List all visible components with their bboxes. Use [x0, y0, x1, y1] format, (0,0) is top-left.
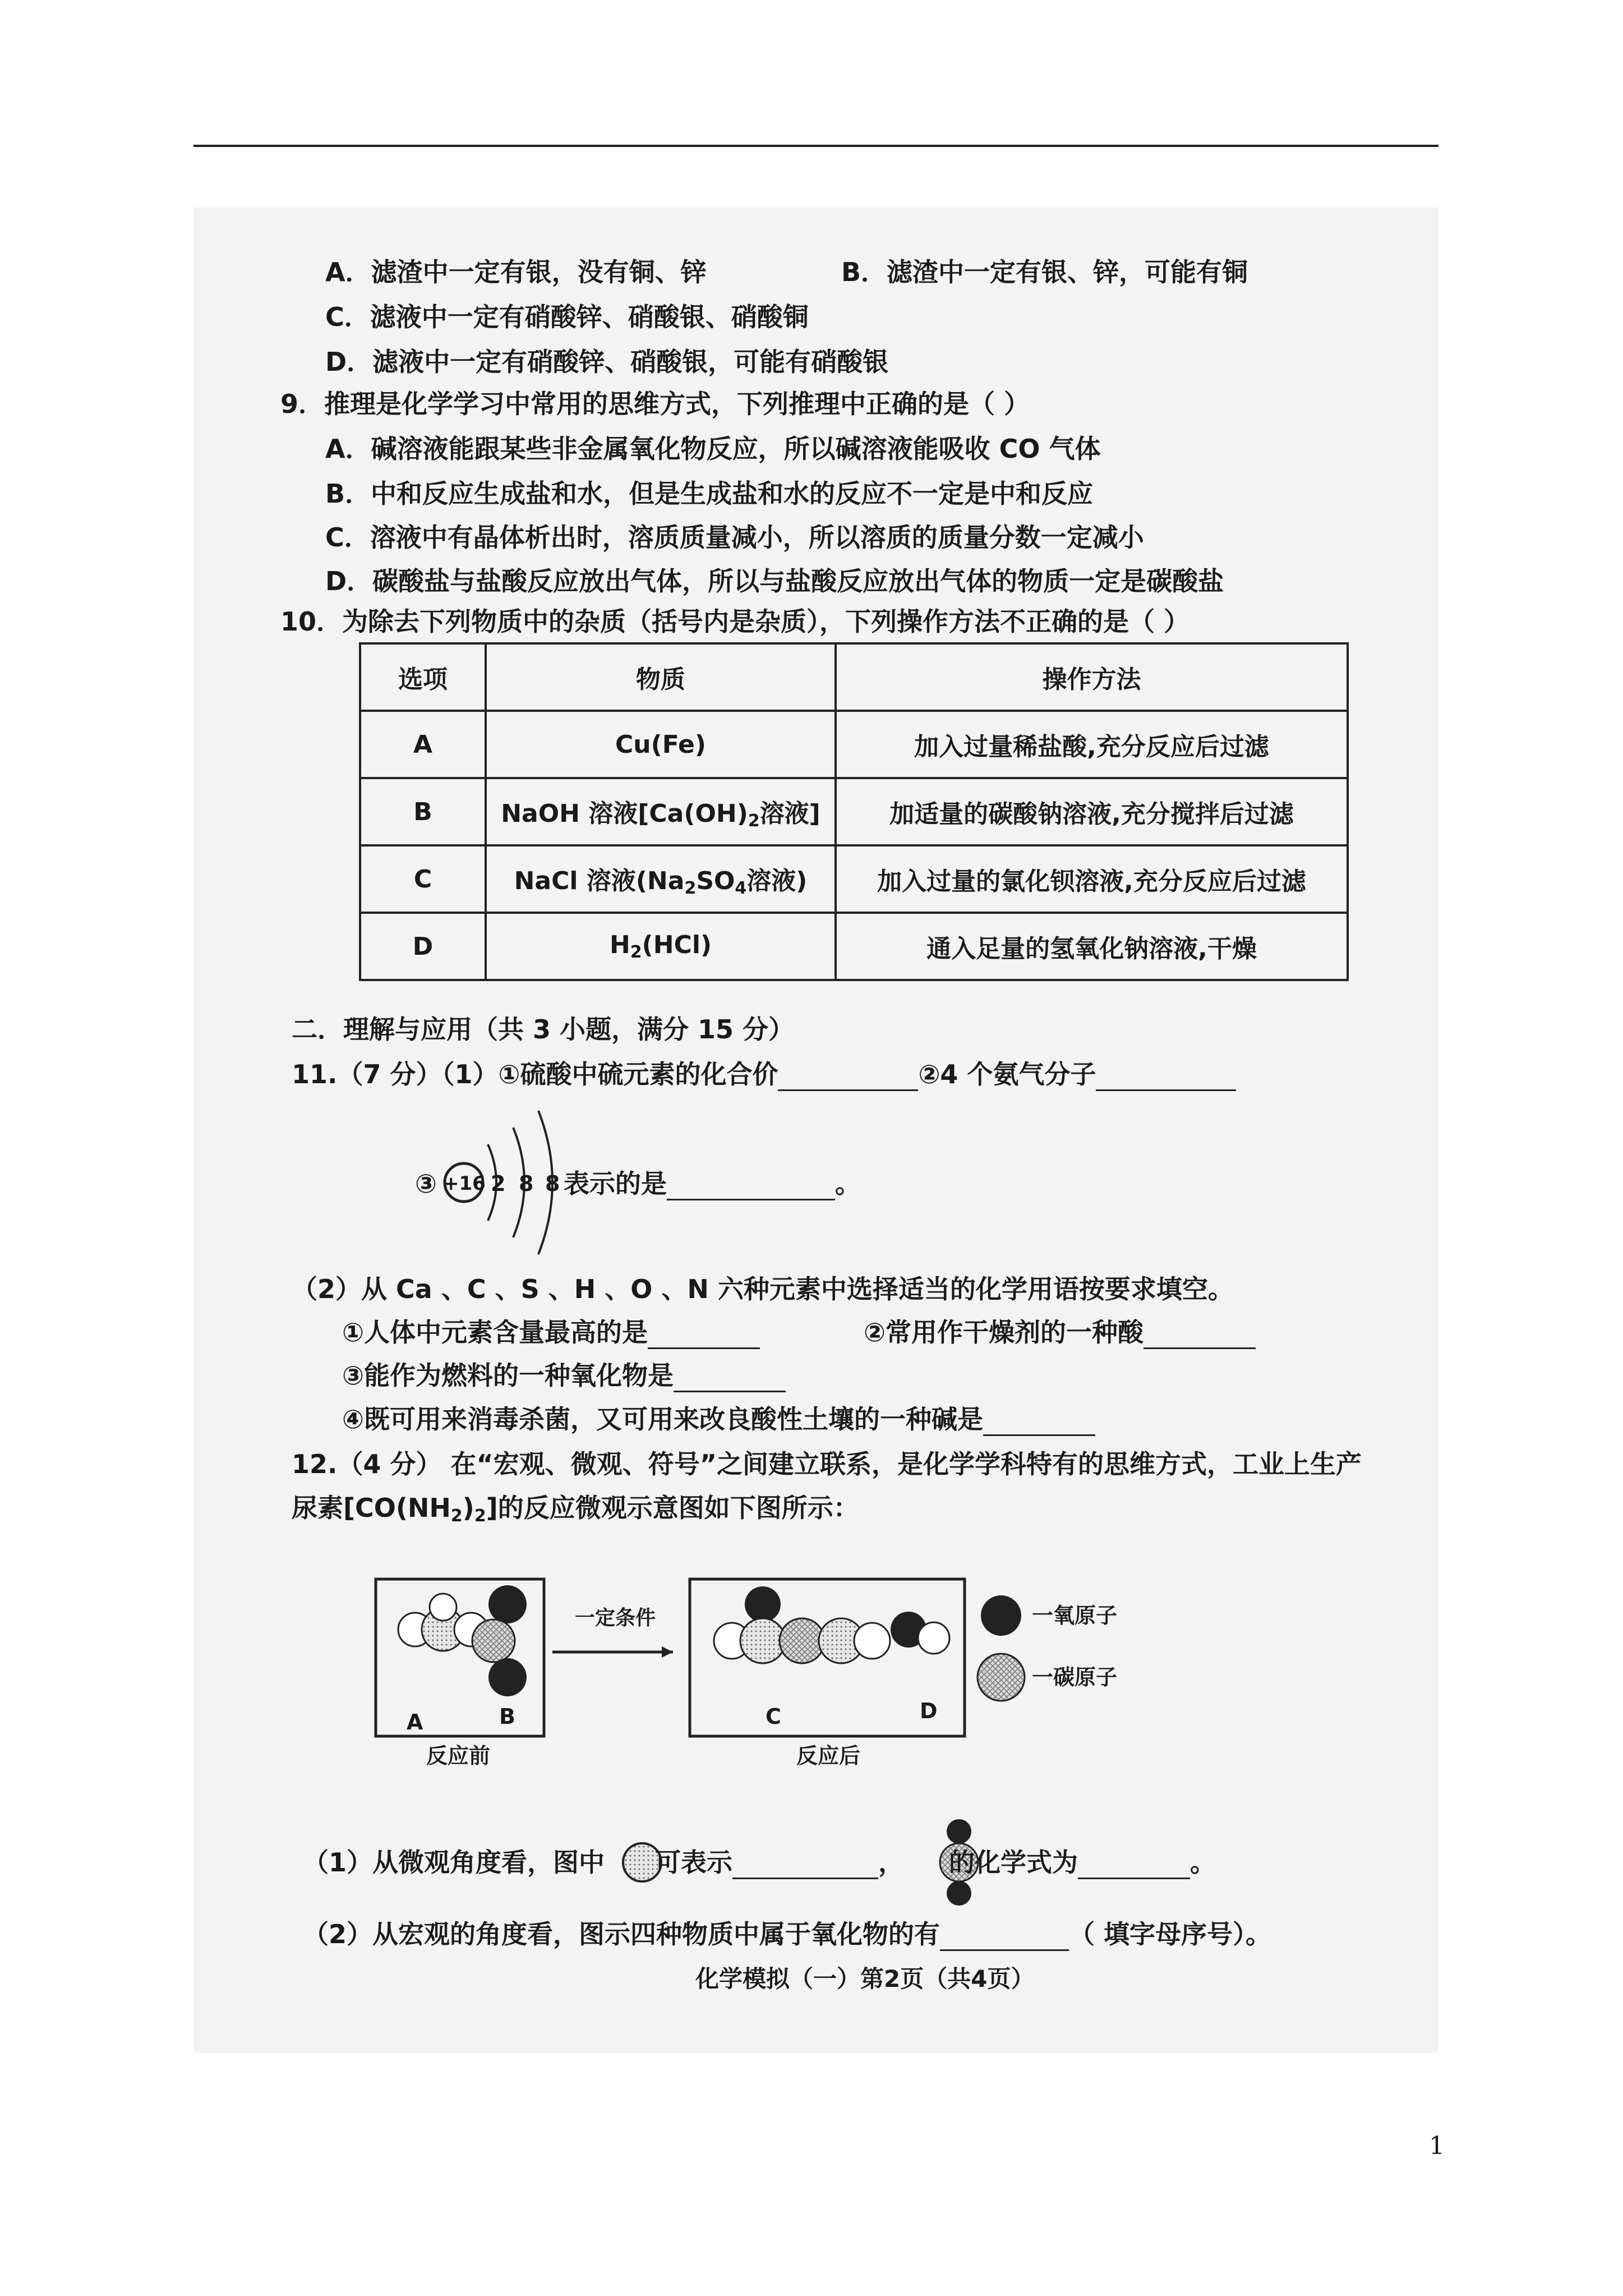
carbon-atom — [780, 1618, 824, 1663]
q11-atom-marker: ③ — [415, 1168, 437, 1199]
prompt: ①人体中元素含量最高的是 — [342, 1317, 648, 1347]
shell-electrons: 2 — [491, 1171, 506, 1196]
atom-prompt: 表示的是 — [564, 1168, 667, 1199]
shell-electrons: 8 — [519, 1171, 534, 1196]
answer-blank[interactable] — [940, 1922, 1069, 1951]
prompt: （2）从宏观的角度看，图示四种物质中属于氧化物的有 — [303, 1919, 940, 1949]
q8-option-d: D．滤液中一定有硝酸锌、硝酸银，可能有硝酸银 — [325, 347, 889, 377]
prompt: ④既可用来消毒杀菌，又可用来改良酸性土壤的一种碱是 — [342, 1404, 983, 1434]
legend-oxygen-icon — [981, 1595, 1021, 1636]
formula-subscript: 2 — [474, 1506, 486, 1526]
oxygen-atom — [745, 1586, 781, 1622]
cell-option: C — [360, 845, 486, 913]
formula-part: NaOH 溶液[Ca(OH) — [501, 799, 748, 828]
formula-part: SO — [696, 866, 735, 895]
condition-label: 一定条件 — [575, 1607, 656, 1630]
cell-method: 加入过量的氯化钡溶液,充分反应后过滤 — [836, 845, 1348, 913]
label-a: A — [407, 1710, 423, 1734]
q9-option-a: A．碱溶液能跟某些非金属氧化物反应，所以碱溶液能吸收 CO 气体 — [325, 434, 1101, 464]
page-footer: 化学模拟（一）第2页（共4页） — [695, 1965, 1035, 1993]
formula-part: 溶液) — [746, 866, 808, 895]
shell-electrons: 8 — [545, 1171, 560, 1196]
nitrogen-atom — [740, 1618, 785, 1663]
oxygen-atom — [488, 1658, 527, 1696]
nucleus-charge: +16 — [443, 1172, 486, 1195]
legend-oxygen-label: 一氧原子 — [1032, 1603, 1118, 1628]
cell-option: B — [360, 778, 486, 845]
formula-subscript: 2 — [630, 942, 642, 962]
cell-method: 加入过量稀盐酸,充分反应后过滤 — [836, 711, 1348, 778]
after-label: 反应后 — [796, 1743, 861, 1768]
molecule-oxygen-icon — [947, 1819, 971, 1844]
q8-option-a: A．滤渣中一定有银，没有铜、锌 — [325, 257, 707, 287]
formula-part: H — [609, 931, 630, 959]
prompt: ②常用作干燥剂的一种酸 — [864, 1317, 1144, 1347]
header-option: 选项 — [360, 643, 486, 711]
q9-option-b: B．中和反应生成盐和水，但是生成盐和水的反应不一定是中和反应 — [325, 478, 1094, 509]
formula-part: ]的反应微观示意图如下图所示： — [486, 1493, 859, 1523]
q12-sub1 — [303, 1846, 1216, 1879]
formula-subscript: 2 — [450, 1506, 463, 1526]
legend-carbon-icon — [978, 1654, 1025, 1701]
before-label: 反应前 — [426, 1743, 491, 1768]
hydrogen-atom — [854, 1623, 890, 1659]
arrow-head — [662, 1646, 673, 1658]
q10-stem: 10．为除去下列物质中的杂质（括号内是杂质），下列操作方法不正确的是（ ） — [280, 606, 1190, 637]
cell-option: A — [360, 711, 486, 778]
hydrogen-atom — [430, 1594, 457, 1621]
hydrogen-atom — [918, 1622, 949, 1654]
cell-option: D — [360, 913, 486, 980]
section-heading: 二．理解与应用（共 3 小题，满分 15 分） — [292, 1014, 795, 1045]
header-method: 操作方法 — [836, 643, 1348, 711]
answer-blank[interactable] — [1078, 1851, 1190, 1879]
q12-sub2 — [303, 1917, 1271, 1951]
q9-stem: 9．推理是化学学习中常用的思维方式，下列推理中正确的是（ ） — [280, 389, 1030, 419]
answer-blank[interactable] — [732, 1851, 878, 1879]
molecule-oxygen-icon — [947, 1881, 971, 1906]
formula-part: NaCl 溶液(Na — [514, 866, 685, 895]
legend-carbon-label: 一碳原子 — [1032, 1665, 1118, 1690]
formula-subscript: 4 — [735, 878, 747, 898]
formula-subscript: 2 — [748, 811, 760, 831]
q11-sulfur-valence-prompt: 11.（7 分）（1）①硫酸中硫元素的化合价 — [292, 1059, 778, 1089]
label-c: C — [766, 1704, 781, 1729]
q11-ammonia-prompt: ②4 个氨气分子 — [918, 1059, 1096, 1089]
formula-part: 尿素[CO(NH — [292, 1493, 451, 1523]
q8-option-b: B．滤渣中一定有银、锌，可能有铜 — [841, 257, 1248, 287]
prompt: 的化学式为 — [949, 1847, 1078, 1878]
q12-stem: 12.（4 分） 在“宏观、微观、符号”之间建立联系，是化学学科特有的思维方式，工业上生产 — [292, 1449, 1362, 1479]
cell-method: 加适量的碳酸钠溶液,充分搅拌后过滤 — [836, 778, 1348, 845]
header-substance: 物质 — [486, 643, 836, 711]
prompt: （1）从微观角度看，图中 — [303, 1847, 605, 1878]
page-number: 1 — [1429, 2132, 1445, 2160]
carbon-atom — [472, 1619, 515, 1662]
label-b: B — [499, 1704, 515, 1729]
label-d: D — [920, 1699, 938, 1723]
prompt: 可表示 — [655, 1847, 733, 1878]
comma: ， — [878, 1847, 905, 1878]
q8-option-c: C．滤液中一定有硝酸锌、硝酸银、硝酸铜 — [325, 302, 809, 332]
period: 。 — [835, 1168, 861, 1199]
cell-substance: Cu(Fe) — [486, 711, 836, 778]
formula-part: (HCl) — [642, 931, 712, 959]
prompt: （ 填字母序号）。 — [1069, 1919, 1272, 1949]
q9-option-c: C．溶液中有晶体析出时，溶质质量减小，所以溶质的质量分数一定减小 — [325, 522, 1144, 553]
oxygen-atom — [488, 1585, 527, 1623]
q11-part2-stem: （2）从 Ca 、C 、S 、H 、O 、N 六种元素中选择适当的化学用语按要求填空。 — [292, 1274, 1234, 1304]
cell-method: 通入足量的氢氧化钠溶液,干燥 — [836, 913, 1348, 980]
prompt: ③能作为燃料的一种氧化物是 — [342, 1360, 674, 1391]
q9-option-d: D．碳酸盐与盐酸反应放出气体，所以与盐酸反应放出气体的物质一定是碳酸盐 — [325, 566, 1224, 596]
formula-subscript: 2 — [684, 878, 697, 898]
formula-part: ) — [462, 1493, 474, 1523]
period: 。 — [1190, 1847, 1216, 1878]
formula-part: 溶液] — [759, 799, 820, 828]
